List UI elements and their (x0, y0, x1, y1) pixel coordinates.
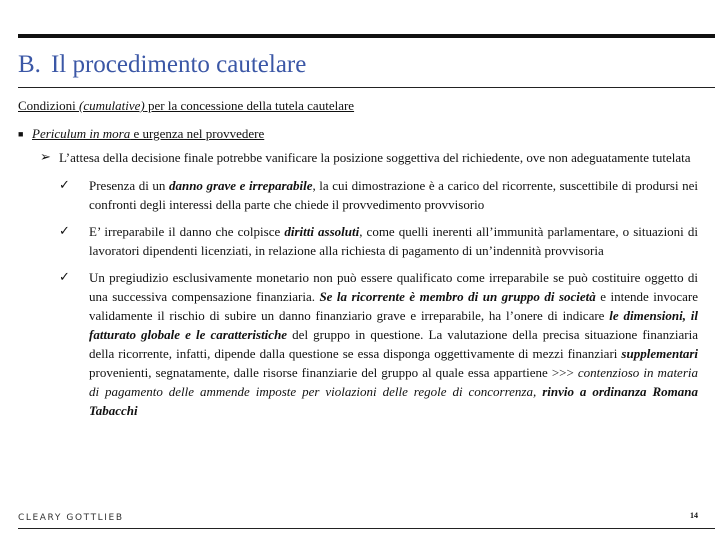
monetary-b: Se la ricorrente è membro di un gruppo di società (319, 289, 596, 304)
slide-title (18, 50, 306, 80)
title-section-letter: B. (18, 51, 41, 78)
absolute-a: E’ irreparabile il danno che colpisce (89, 224, 285, 239)
waiting-point-text: L’attesa della decisione finale potrebbe vanificare la posizione soggettiva del richiedente, ove non adeguatamente tutelata (59, 150, 691, 165)
damage-a: Presenza di un (89, 178, 169, 193)
absolute-rights-point (18, 222, 698, 260)
periculum-rest: e urgenza nel provvedere (130, 126, 265, 141)
slide-body (18, 96, 698, 428)
page-number: 14 (690, 511, 698, 520)
square-bullet-icon: ■ (18, 129, 24, 139)
waiting-point (18, 148, 698, 167)
checkmark-bullet-icon: ✓ (59, 224, 70, 239)
monetary-j: rinvio a ordinanza Romana Tabacchi (89, 384, 698, 418)
damage-point (18, 176, 698, 214)
damage-c: , la cui dimostrazione è a carico del ricorrente, suscettibile di prodursi nei confronti degli interessi della parte che chiede il provvedimento provvisorio (89, 178, 698, 212)
heading-paren: (cumulative) (79, 98, 145, 113)
absolute-c: , come quelli inerenti all’immunità parlamentare, o situazioni di lavoratori dipendenti licenziati, in relazione alla richiesta di pagamento di un’indennità provvisoria (89, 224, 698, 258)
monetary-f: supplementari (621, 346, 698, 361)
periculum-point (18, 124, 698, 143)
firm-logo: CLEARY GOTTLIEB (18, 513, 124, 523)
monetary-h: contenzioso in materia di pagamento delle ammende imposte per violazioni delle regole di concorrenza (89, 365, 698, 399)
heading-post: per la concessione della tutela cautelare (144, 98, 355, 113)
monetary-prejudice-point (18, 268, 698, 420)
monetary-i: , (533, 384, 543, 399)
top-rule (18, 34, 715, 38)
checkmark-bullet-icon: ✓ (59, 270, 70, 285)
conditions-heading (18, 96, 698, 115)
arrowhead-bullet-icon: ➢ (40, 150, 51, 165)
absolute-b: diritti assoluti (284, 224, 360, 239)
title-text: Il procedimento cautelare (50, 51, 307, 78)
monetary-c: e intende invocare validamente il rischio di subire un danno finanziario grave e irreparabile, ha l’onere di indicare (89, 289, 698, 323)
periculum-point-text (32, 126, 264, 141)
monetary-g: provenienti, segnatamente, dalle risorse finanziarie del gruppo al quale essa appartiene >>> (89, 365, 578, 380)
monetary-a: Un pregiudizio esclusivamente monetario non può essere qualificato come irreparabile se può costituire oggetto di una successiva compensazione finanziaria. (89, 270, 698, 304)
monetary-e: del gruppo in questione. La valutazione della precisa situazione finanziaria della ricorrente, infatti, dipende dalla questione se essa disponga oggettivamente di mezzi finanziari (89, 327, 699, 361)
monetary-d: le dimensioni, il fatturato globale e le caratteristiche (89, 308, 699, 342)
bottom-rule (18, 528, 715, 529)
heading-pre: Condizioni (18, 98, 80, 113)
checkmark-bullet-icon: ✓ (59, 178, 70, 193)
periculum-italic: Periculum in mora (32, 126, 131, 141)
damage-b: danno grave e irreparabile (168, 178, 313, 193)
title-rule (18, 87, 715, 88)
